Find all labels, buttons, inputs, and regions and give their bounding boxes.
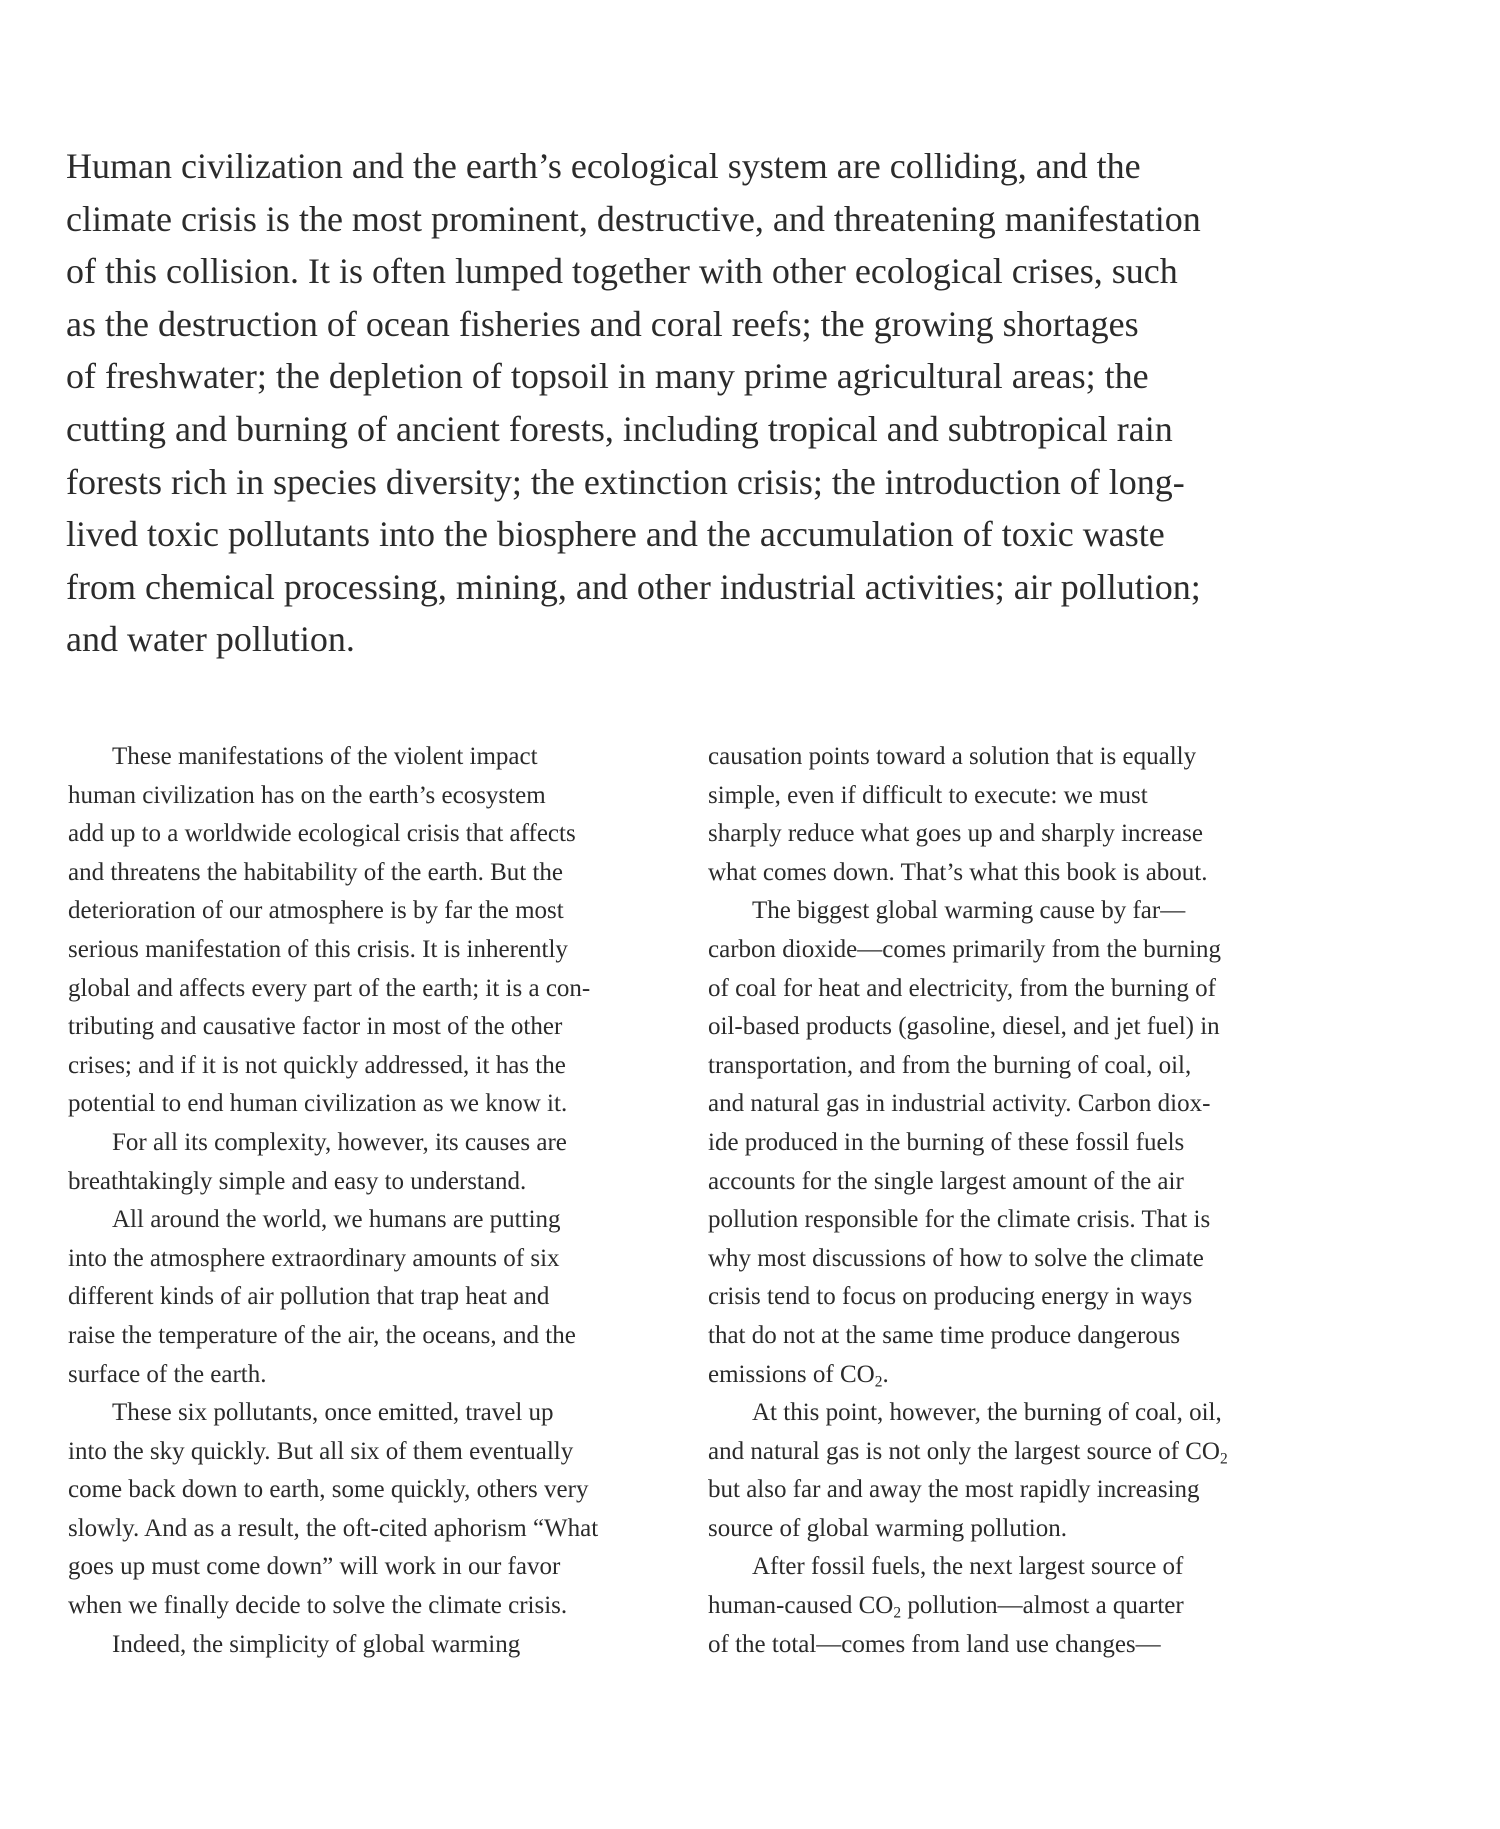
body-line: All around the world, we humans are putting [112, 1206, 561, 1234]
body-line: deterioration of our atmosphere is by far the most [68, 897, 564, 925]
body-line: that do not at the same time produce dangerous [708, 1321, 1181, 1349]
body-line: what comes down. That’s what this book is about. [708, 858, 1208, 886]
intro-line: and water pollution. [66, 619, 355, 660]
body-line [708, 1356, 1308, 1395]
body-line: and natural gas in industrial activity. Carbon diox- [708, 1090, 1211, 1118]
body-line: At this point, however, the burning of coal, oil, [752, 1399, 1222, 1427]
body-line: simple, even if difficult to execute: we must [708, 781, 1148, 809]
body-line: come back down to earth, some quickly, others very [68, 1476, 589, 1504]
body-column-left [68, 738, 668, 1664]
body-line: human civilization has on the earth’s ecosystem [68, 781, 546, 809]
body-text: pollution—almost a quarter [901, 1592, 1184, 1620]
body-line: different kinds of air pollution that trap heat and [68, 1283, 550, 1311]
intro-line: from chemical processing, mining, and other industrial activities; air pollution; [66, 566, 1201, 607]
body-text: emissions of CO [708, 1360, 875, 1388]
body-line: These six pollutants, once emitted, travel up [112, 1399, 554, 1427]
body-line: but also far and away the most rapidly increasing [708, 1476, 1200, 1504]
subscript-2: 2 [874, 1372, 883, 1390]
body-line: slowly. And as a result, the oft-cited aphorism “What [68, 1514, 599, 1542]
body-line: For all its complexity, however, its causes are [112, 1128, 567, 1156]
body-line: pollution responsible for the climate crisis. That is [708, 1206, 1211, 1234]
body-line: ide produced in the burning of these fossil fuels [708, 1128, 1185, 1156]
intro-line: as the destruction of ocean fisheries and coral reefs; the growing shortages [66, 303, 1139, 344]
body-text: human-caused CO [708, 1592, 894, 1620]
body-line: why most discussions of how to solve the climate [708, 1244, 1204, 1272]
body-line: tributing and causative factor in most of the other [68, 1013, 563, 1041]
intro-line: climate crisis is the most prominent, destructive, and threatening manifestation [66, 198, 1201, 239]
body-line [708, 1433, 1308, 1472]
body-line: breathtakingly simple and easy to understand. [68, 1167, 527, 1195]
body-line: After fossil fuels, the next largest source of [752, 1553, 1184, 1581]
intro-paragraph [66, 140, 1306, 666]
body-line: goes up must come down” will work in our favor [68, 1553, 561, 1581]
subscript-2: 2 [1219, 1450, 1228, 1468]
body-line: of coal for heat and electricity, from the burning of [708, 974, 1216, 1002]
intro-line: of freshwater; the depletion of topsoil in many prime agricultural areas; the [66, 356, 1149, 397]
body-line: transportation, and from the burning of coal, oil, [708, 1051, 1192, 1079]
body-line: crisis tend to focus on producing energy in ways [708, 1283, 1193, 1311]
body-line: into the sky quickly. But all six of them eventually [68, 1437, 574, 1465]
body-line: accounts for the single largest amount of the air [708, 1167, 1184, 1195]
period: . [882, 1360, 889, 1388]
body-line: serious manifestation of this crisis. It is inherently [68, 935, 568, 963]
body-line: source of global warming pollution. [708, 1514, 1067, 1542]
body-line: add up to a worldwide ecological crisis that affects [68, 820, 576, 848]
body-line: potential to end human civilization as we know it. [68, 1090, 568, 1118]
body-line: and threatens the habitability of the earth. But the [68, 858, 563, 886]
intro-line: forests rich in species diversity; the extinction crisis; the introduction of long- [66, 461, 1185, 502]
body-line: Indeed, the simplicity of global warming [112, 1630, 521, 1658]
intro-line: lived toxic pollutants into the biosphere and the accumulation of toxic waste [66, 514, 1165, 555]
body-line: raise the temperature of the air, the oceans, and the [68, 1321, 576, 1349]
body-line: into the atmosphere extraordinary amounts of six [68, 1244, 560, 1272]
body-line: carbon dioxide—comes primarily from the burning [708, 935, 1222, 963]
body-line: causation points toward a solution that is equally [708, 743, 1197, 770]
intro-line: of this collision. It is often lumped together with other ecological crises, such [66, 251, 1178, 292]
body-line: when we finally decide to solve the climate crisis. [68, 1592, 568, 1620]
subscript-2: 2 [893, 1604, 902, 1622]
body-line: sharply reduce what goes up and sharply increase [708, 820, 1203, 848]
intro-line: cutting and burning of ancient forests, including tropical and subtropical rain [66, 408, 1173, 449]
body-line: These manifestations of the violent impact [112, 743, 538, 770]
body-column-right [708, 738, 1308, 1664]
body-line: oil-based products (gasoline, diesel, and jet fuel) in [708, 1013, 1220, 1041]
body-line: global and affects every part of the earth; it is a con- [68, 974, 591, 1002]
body-line: surface of the earth. [68, 1360, 267, 1388]
body-text: and natural gas is not only the largest source of CO [708, 1437, 1220, 1465]
intro-line: Human civilization and the earth’s ecological system are colliding, and the [66, 146, 1141, 186]
body-line: of the total—comes from land use changes— [708, 1630, 1161, 1658]
body-line: crises; and if it is not quickly addressed, it has the [68, 1051, 566, 1079]
body-line [708, 1587, 1308, 1626]
body-line: The biggest global warming cause by far— [752, 897, 1186, 925]
